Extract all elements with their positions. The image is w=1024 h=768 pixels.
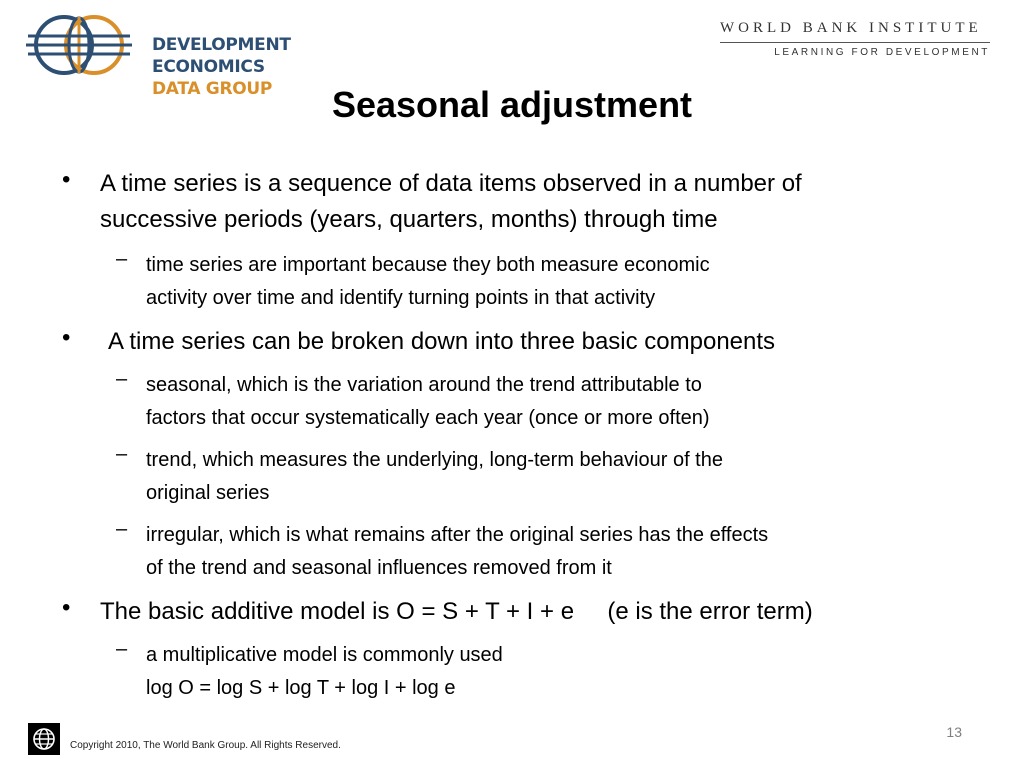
slide-title: Seasonal adjustment — [331, 84, 693, 125]
bullet-icon: • — [62, 594, 71, 621]
bullet-icon: • — [62, 166, 71, 193]
bullet-2-sub-2-line-1: trend, which measures the underlying, long-term behaviour of the — [146, 449, 723, 471]
copyright-text: Copyright 2010, The World Bank Group. All Rights Reserved. — [70, 740, 341, 751]
bullet-1-line-1: A time series is a sequence of data items observed in a number of — [100, 170, 802, 197]
wbi-subtitle: LEARNING FOR DEVELOPMENT — [774, 47, 990, 58]
dash-icon: – — [116, 518, 128, 540]
world-bank-globe-icon — [28, 723, 60, 755]
world-bank-institute-logo — [720, 20, 992, 58]
bullet-1-sub-1-line-1: time series are important because they both measure economic — [146, 254, 710, 276]
bullet-2-sub-3-line-1: irregular, which is what remains after the original series has the effects — [146, 524, 769, 546]
bullet-2-line-1: A time series can be broken down into three basic components — [108, 328, 776, 355]
dash-icon: – — [116, 443, 128, 465]
dash-icon: – — [116, 248, 128, 270]
dedg-globe-icon — [22, 14, 146, 76]
logo-line-2: DATA GROUP — [152, 79, 273, 99]
bullet-2-sub-3-line-2: of the trend and seasonal influences removed from it — [146, 557, 612, 579]
bullet-2-sub-2-line-2: original series — [146, 482, 270, 504]
bullet-2-sub-1-line-2: factors that occur systematically each year (once or more often) — [146, 407, 710, 429]
bullet-2-sub-1-line-1: seasonal, which is the variation around the trend attributable to — [146, 374, 702, 396]
dedg-logo — [22, 14, 352, 99]
bullet-1-sub-1-line-2: activity over time and identify turning points in that activity — [146, 287, 656, 309]
bullet-3-sub-1-line-2: log O = log S + log T + log I + log e — [146, 677, 456, 699]
bullet-3-sub-1-line-1: a multiplicative model is commonly used — [146, 644, 503, 666]
dash-icon: – — [116, 638, 128, 660]
logo-line-1: DEVELOPMENT ECONOMICS — [152, 35, 291, 77]
dash-icon: – — [116, 368, 128, 390]
bullet-3-line-1: The basic additive model is O = S + T + I + e (e is the error term) — [100, 598, 813, 625]
wbi-divider — [720, 42, 990, 43]
wbi-title: WORLD BANK INSTITUTE — [720, 20, 982, 36]
page-number: 13 — [946, 724, 962, 740]
bullet-icon: • — [62, 324, 71, 351]
bullet-1-line-2: successive periods (years, quarters, months) through time — [100, 206, 718, 233]
